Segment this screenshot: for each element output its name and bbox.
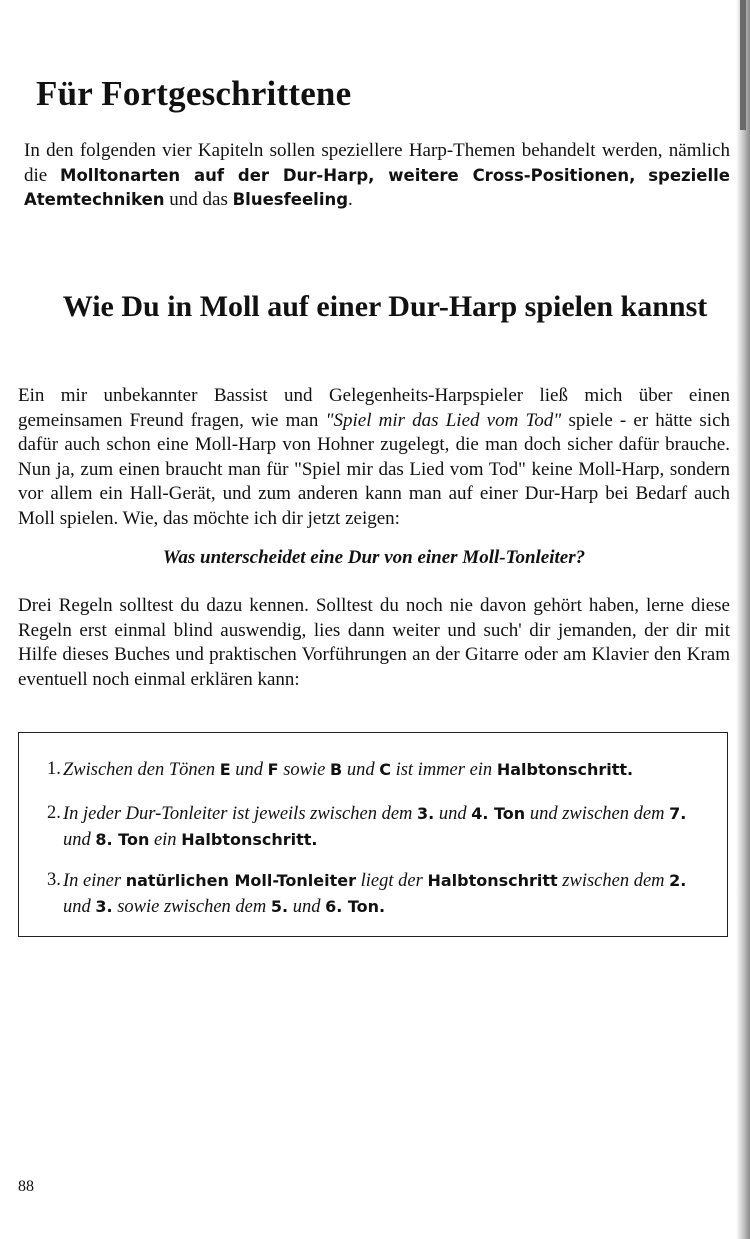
intro-text-2 — [635, 165, 648, 186]
intro-bold-3: Bluesfeeling — [232, 190, 349, 209]
rule-italic: ein — [149, 830, 182, 850]
intro-text-4: . — [348, 189, 353, 210]
rule-italic: zwischen dem — [557, 871, 670, 891]
rule-italic: In einer — [63, 871, 126, 891]
page-edge-dark — [740, 0, 746, 130]
rule-number: 2. — [47, 803, 61, 823]
intro-bold-2: spezielle Atemtechniken — [24, 165, 730, 209]
rule-bold: natürlichen Moll-Tonleiter — [125, 871, 357, 890]
rule-number: 1. — [47, 759, 61, 779]
rule-bold: F — [267, 760, 279, 779]
rule-number: 3. — [47, 870, 61, 890]
body-paragraph-1 — [18, 384, 730, 531]
rule-italic: sowie — [278, 760, 330, 780]
intro-bold-1: Molltonarten auf der Dur-Harp, weitere Cross-Positionen, — [60, 165, 636, 185]
rule-italic: und — [342, 760, 380, 780]
rule-bold: B — [330, 760, 343, 779]
rule-bold: Halbtonschritt. — [181, 830, 318, 849]
rule-bold: E — [219, 760, 231, 779]
rule-italic: liegt der — [356, 871, 428, 891]
rule-italic: ist immer ein — [390, 760, 497, 780]
page-number: 88 — [18, 1178, 34, 1195]
paragraph-1-song-title: "Spiel mir das Lied vom Tod" — [325, 409, 562, 431]
rule-italic: sowie zwischen dem — [112, 897, 271, 917]
rule-bold: Halbtonschritt — [427, 871, 558, 890]
body-paragraph-2: Drei Regeln solltest du dazu kennen. Solltest du noch nie davon gehört haben, lerne diese Regeln erst einmal blind auswendig, lies dann weiter und such' dir jemanden, der dir mit Hilfe dieses Buches und praktischen Vorführungen an der Gitarre oder am Klavier den Kram eventuell noch einmal erklären kann: — [18, 595, 730, 690]
rule-bold: 3. — [417, 804, 435, 823]
rule-italic: und — [230, 760, 268, 780]
page-edge-shadow — [736, 0, 750, 1239]
rule-bold: C — [379, 760, 391, 779]
section-title: Für Fortgeschrittene — [36, 74, 352, 113]
rule-text — [63, 868, 709, 920]
intro-text-3: und das — [164, 189, 233, 210]
rule-bold: 6. Ton. — [325, 897, 386, 916]
rule-italic: und — [288, 897, 326, 917]
rule-bold: Halbtonschritt. — [496, 760, 634, 779]
paragraph-1-text-2: spiele - er hätte sich dafür auch schon eine Moll-Harp von Hohner zugelegt, die man doch sicher dafür brauche. Nun ja, zum einen braucht man für "Spiel mir das Lied vom Tod" keine Moll-Harp, sondern vor allem ein Hall-Gerät, und zum anderen kann man auf einer Dur-Harp bei Bedarf auch Moll spielen. Wie, das möchte ich dir jetzt zeigen: — [18, 409, 730, 529]
rule-text — [63, 757, 709, 783]
rule-italic: und — [63, 830, 96, 850]
intro-paragraph — [24, 139, 730, 213]
rule-italic: In jeder Dur-Tonleiter ist jeweils zwischen dem — [63, 804, 418, 824]
rule-bold: 7. — [669, 804, 687, 823]
subheading: Was unterscheidet eine Dur von einer Moll-Tonleiter? — [162, 547, 586, 568]
rule-bold: 3. — [95, 897, 113, 916]
chapter-title: Wie Du in Moll auf einer Dur-Harp spielen kannst — [62, 290, 708, 323]
rule-text — [63, 801, 709, 853]
rule-italic: und zwischen dem — [525, 804, 670, 824]
rule-bold: 8. Ton — [95, 830, 150, 849]
rule-bold: 5. — [270, 897, 289, 916]
paragraph-1-text-1: Ein mir unbekannter Bassist und Gelegenheits-Harpspieler ließ mich über einen gemeinsamen Freund fragen, wie man — [18, 385, 730, 431]
rule-italic: und — [434, 804, 472, 824]
rule-italic: und — [63, 897, 96, 917]
rules-box — [18, 732, 728, 937]
intro-text-1: In den folgenden vier Kapiteln sollen speziellere Harp-Themen behandelt werden, nämlich die — [24, 140, 730, 186]
rule-bold: 2. — [669, 871, 687, 890]
rule-bold: 4. Ton — [471, 804, 526, 823]
rule-italic: Zwischen den Tönen — [63, 760, 220, 780]
